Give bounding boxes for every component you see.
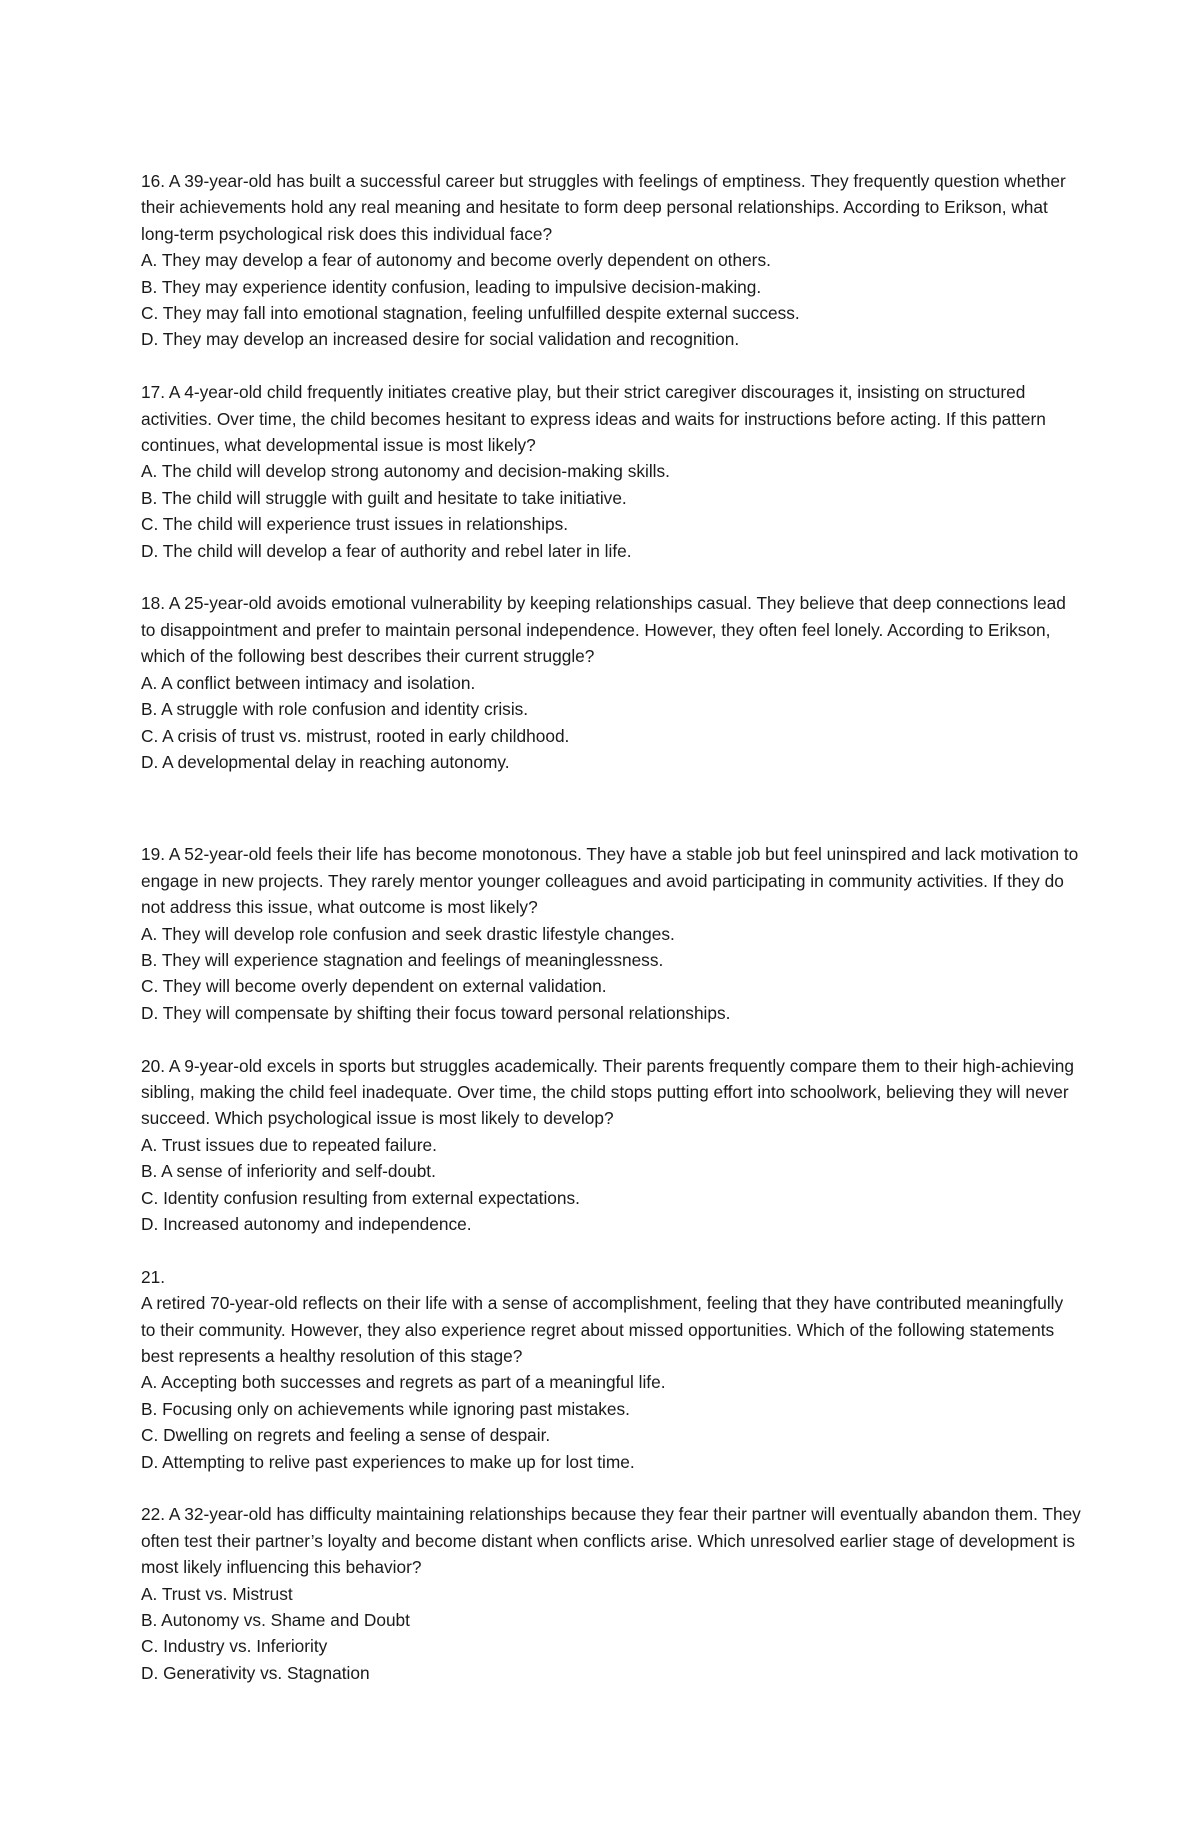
question-stem: 19. A 52-year-old feels their life has become monotonous. They have a stable job but feel uninspired and lack motivation to engage in new projects. They rarely mentor younger colleagues and avoid participating in community activities. If they do not address this issue, what outcome is most likely? xyxy=(141,844,1079,918)
option-d: D. Increased autonomy and independence. xyxy=(141,1213,472,1234)
option-d: D. Attempting to relive past experiences to make up for lost time. xyxy=(141,1451,635,1472)
option-a: A. Trust vs. Mistrust xyxy=(141,1583,293,1604)
option-c: C. Dwelling on regrets and feeling a sense of despair. xyxy=(141,1425,551,1446)
question-20 xyxy=(141,1053,1081,1238)
option-d: D. A developmental delay in reaching autonomy. xyxy=(141,751,510,772)
question-list xyxy=(141,168,1081,1713)
option-c: C. They will become overly dependent on external validation. xyxy=(141,976,607,997)
option-b: B. Autonomy vs. Shame and Doubt xyxy=(141,1610,410,1631)
option-c: C. Identity confusion resulting from external expectations. xyxy=(141,1187,580,1208)
option-b: B. They may experience identity confusion, leading to impulsive decision-making. xyxy=(141,276,762,297)
option-c: C. A crisis of trust vs. mistrust, rooted in early childhood. xyxy=(141,725,570,746)
option-b: B. The child will struggle with guilt and hesitate to take initiative. xyxy=(141,487,627,508)
option-b: B. A struggle with role confusion and identity crisis. xyxy=(141,699,529,720)
option-d: D. Generativity vs. Stagnation xyxy=(141,1662,370,1683)
question-stem: 20. A 9-year-old excels in sports but struggles academically. Their parents frequently compare them to their high-achieving sibling, making the child feel inadequate. Over time, the child stops putting effort into schoolwork, believing they will never succeed. Which psychological issue is most likely to develop? xyxy=(141,1055,1075,1129)
option-a: A. A conflict between intimacy and isolation. xyxy=(141,672,476,693)
option-c: C. Industry vs. Inferiority xyxy=(141,1636,328,1657)
question-19 xyxy=(141,841,1081,1026)
question-16 xyxy=(141,168,1081,353)
option-b: B. Focusing only on achievements while ignoring past mistakes. xyxy=(141,1398,630,1419)
option-a: A. Trust issues due to repeated failure. xyxy=(141,1134,437,1155)
option-d: D. They will compensate by shifting their focus toward personal relationships. xyxy=(141,1002,731,1023)
option-a: A. They may develop a fear of autonomy and become overly dependent on others. xyxy=(141,250,771,271)
question-18 xyxy=(141,590,1081,775)
option-a: A. The child will develop strong autonomy and decision-making skills. xyxy=(141,461,670,482)
question-22 xyxy=(141,1501,1081,1686)
option-d: D. They may develop an increased desire for social validation and recognition. xyxy=(141,329,740,350)
option-a: A. Accepting both successes and regrets as part of a meaningful life. xyxy=(141,1372,666,1393)
question-stem: 18. A 25-year-old avoids emotional vulnerability by keeping relationships casual. They believe that deep connections lead to disappointment and prefer to maintain personal independence. However, they often feel lonely. According to Erikson, which of the following best describes their current struggle? xyxy=(141,593,1066,667)
option-b: B. They will experience stagnation and feelings of meaninglessness. xyxy=(141,949,664,970)
question-stem: 16. A 39-year-old has built a successful career but struggles with feelings of emptiness. They frequently question whether their achievements hold any real meaning and hesitate to form deep personal relationships. According to Erikson, what long-term psychological risk does this individual face? xyxy=(141,171,1066,244)
question-number: 21. xyxy=(141,1266,166,1287)
option-c: C. The child will experience trust issues in relationships. xyxy=(141,514,569,535)
question-stem: A retired 70-year-old reflects on their life with a sense of accomplishment, feeling that they have contributed meaningfully to their community. However, they also experience regret about missed opportunities. Which of the following statements best represents a healthy resolution of this stage? xyxy=(141,1293,1064,1366)
option-c: C. They may fall into emotional stagnation, feeling unfulfilled despite external success. xyxy=(141,303,800,324)
option-a: A. They will develop role confusion and seek drastic lifestyle changes. xyxy=(141,923,675,944)
question-21 xyxy=(141,1264,1081,1475)
question-17 xyxy=(141,379,1081,564)
question-stem: 17. A 4-year-old child frequently initiates creative play, but their strict caregiver discourages it, insisting on structured activities. Over time, the child becomes hesitant to express ideas and waits for instructions before acting. If this pattern continues, what developmental issue is most likely? xyxy=(141,382,1046,456)
question-stem: 22. A 32-year-old has difficulty maintaining relationships because they fear their partner will eventually abandon them. They often test their partner’s loyalty and become distant when conflicts arise. Which unresolved earlier stage of development is most likely influencing this behavior? xyxy=(141,1504,1081,1578)
option-d: D. The child will develop a fear of authority and rebel later in life. xyxy=(141,540,632,561)
option-b: B. A sense of inferiority and self-doubt. xyxy=(141,1161,436,1182)
